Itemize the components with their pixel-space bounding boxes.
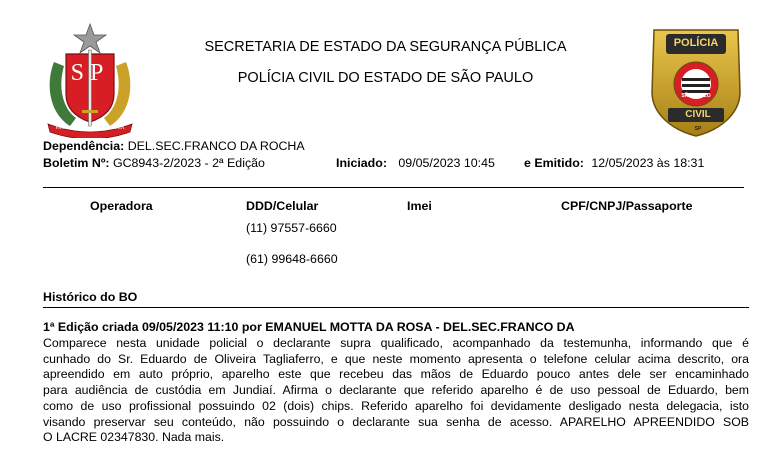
coat-of-arms-motto: PRO BRASILIA FIANT EXIMIA — [55, 126, 125, 131]
historico-line: O LACRE 02347830. Nada mais. — [43, 430, 225, 445]
boletim-row — [43, 156, 265, 170]
badge-top-text: POLÍCIA — [673, 37, 719, 49]
edition-line: 1ª Edição criada 09/05/2023 11:10 por EMANUEL MOTTA DA ROSA - DEL.SEC.FRANCO DA — [43, 320, 575, 334]
boletim-value: GC8943-2/2023 - 2ª Edição — [112, 156, 265, 170]
historico-line: apreendido em auto próprio, aparelho este que recebeu das mãos de Eduardo pouco antes dele ser encaminhado — [43, 367, 749, 382]
header-secretaria: SECRETARIA DE ESTADO DA SEGURANÇA PÚBLICA — [204, 39, 567, 55]
col-header-cpf: CPF/CNPJ/Passaporte — [561, 199, 693, 213]
historico-line: visando preservar seu conteúdo, não possuindo o declarante sua senha de acesso. APARELHO APREENDIDO SOB — [43, 414, 749, 429]
iniciado-value: 09/05/2023 10:45 — [398, 156, 495, 170]
dependencia-row — [43, 139, 305, 153]
emitido-label: e Emitido: — [524, 156, 584, 170]
col-header-operadora: Operadora — [90, 199, 153, 213]
iniciado-row — [336, 156, 495, 170]
badge-tag-text: SP — [694, 126, 702, 132]
header-policia-civil: POLÍCIA CIVIL DO ESTADO DE SÃO PAULO — [237, 70, 534, 86]
coat-of-arms-letters: SP — [70, 60, 110, 86]
phone-row-2-celular: (61) 99648-6660 — [246, 252, 338, 266]
historico-title: Histórico do BO — [43, 290, 138, 304]
phone-row-1-celular: (11) 97557-6660 — [246, 221, 337, 235]
col-header-ddd-celular: DDD/Celular — [246, 199, 319, 213]
historico-line: como de uso profissional possuindo 02 (dois) chips. Referido aparelho foi devidamente desligado nesta delegacia, isto — [43, 398, 749, 413]
historico-body — [43, 336, 749, 446]
historico-line: cunhado do Sr. Eduardo de Oliveira Tagliaferro, e que neste momento apresenta o telefone celular acima descrito, ora — [43, 351, 749, 366]
divider-historico — [43, 307, 749, 308]
badge-ring-text: SÃO PAULO — [681, 93, 711, 99]
dependencia-value: DEL.SEC.FRANCO DA ROCHA — [127, 139, 305, 153]
emitido-row — [524, 156, 704, 170]
historico-line: Comparece nesta unidade policial o declarante supra qualificado, acompanhado da testemunha, informando que é — [43, 336, 749, 350]
iniciado-label: Iniciado: — [336, 156, 387, 170]
divider-top — [43, 187, 744, 188]
emitido-value: 12/05/2023 às 18:31 — [591, 156, 705, 170]
historico-line: para audiência de custódia em Jundiaí. Afirma o declarante que referido aparelho é de uso pessoal de Eduardo, bem — [43, 383, 749, 398]
col-header-imei: Imei — [407, 199, 432, 213]
dependencia-label: Dependência: — [43, 139, 125, 153]
badge-bottom-text: CIVIL — [685, 109, 711, 120]
boletim-label: Boletim Nº: — [43, 156, 110, 170]
